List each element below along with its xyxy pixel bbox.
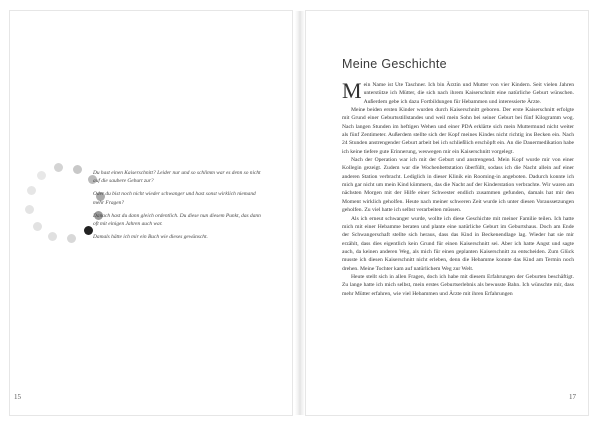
drop-cap: M	[342, 81, 362, 103]
chapter-title: Meine Geschichte	[342, 57, 447, 71]
quote-2: Oder du bist noch nicht wieder schwanger und hast sonst wirklich niemand mehr Fragen?	[93, 191, 256, 206]
ring-dot	[73, 165, 82, 174]
ring-dot	[48, 232, 57, 241]
paragraph-3: Nach der Operation war ich mit der Geburt und anstrengend. Mein Kopf wurde mir von einer Kollegin gezeigt. Zudem war die Wochenbettstation überfüllt, sodass ich die Nacht allein auf einer anderen Station verbracht. Lediglich in dieser Klinik ein Rooming-in angeboten. Dadurch konnte ich mich gar nicht um mein Kind kümmern, das die Nacht auf der Kinderstation verbrachte. Wir waren am nächsten Morgen mit der Hilfe einer Schwester endlich zusammen gefunden, damals hat mir den Moment wirklich geholfen. Heute nach meiner schweren Zeit wurde ich unter diesen Voraussetzungen geholfen. Zu viel hatte ich selbst verarbeiten müssen.	[342, 157, 574, 214]
ring-dot	[25, 205, 34, 214]
book-gutter	[295, 11, 305, 415]
paragraph-1-text: ein Name ist Ute Taschner. Ich bin Ärztin und Mutter von vier Kindern. Seit vielen Jahren unterstütze ich Mütter, die sich nach ihrem Kaiserschnitt eine natürliche Geburt wünschen. Außerdem gebe ich dazu Fortbildungen für Hebammen und interessierte Ärzte.	[363, 82, 574, 105]
paragraph-4: Als ich erneut schwanger wurde, wollte ich diese Geschichte mit meiner Familie teilen. Ich hatte mich mit einer Hebamme beraten und plante eine natürliche Geburt im Geburtshaus. Doch am Ende der Schwangerschaft stellte sich heraus, dass das Kind in Beckenendlage lag. Wieder hat sie mir erzählt, dass dies eigentlich kein Grund für einen Kaiserschnitt sei. Aber ich hatte Angst und sagte auch, da keinen anderen Weg, als mich für einen geplanten Kaiserschnitt zu entscheiden. Zum Glück musste ich diesen Kaiserschnitt nicht erleben, denn die Hebamme konnte das Kind am Termin noch drehen. Meine Tochter kam auf natürlichem Weg zur Welt.	[342, 215, 574, 272]
ring-dot	[27, 186, 36, 195]
ring-dot	[54, 163, 63, 172]
quote-1: Du hast einen Kaiserschnitt? Leider nur und so schlimm war es denn so nicht auf die saubere Geburt zur?	[93, 170, 261, 185]
paragraph-5: Heute stellt sich in allen Fragen, doch ich habe mit diesem Erfahrungen der Geburten beschäftigt. Zu lange hatte ich mich selbst, mein erstes Geburtserlebnis als bewusste Bahn. Ich wünschte mir, dass mehr Mütter erfahren, wie viel Hebammen und Ärzte mit ihren Erfahrungen	[342, 273, 574, 297]
paragraph-2: Meine beiden ersten Kinder wurden durch Kaiserschnitt geboren. Der erste Kaiserschnitt erfolgte mit Grund einer Geburtsstillstandes und weil mein Sohn bei seiner Geburt bei fünf Kilogramm wog. Nach langen Stunden im heftigen Wehen und einer PDA erklärte sich mein Muttermund nicht weiter als fünf Zentimeter. Außerdem stellte sich der Kopf meines Kindes nicht richtig ins Becken ein. Nach 24 Stunden anstrengender Geburt arbeit bei ich schließlich erschöpft ein. An die Dauermedikation habe ich keine tiefere gute Erinnerung, weswegen mir ein Kaiserschnitt vorgelegt.	[342, 107, 574, 155]
left-page	[10, 11, 292, 415]
page-number-right: 17	[569, 393, 576, 401]
quotes-block	[93, 169, 263, 246]
ring-dot	[33, 222, 42, 231]
right-page	[306, 11, 588, 415]
page-number-left: 15	[14, 393, 21, 401]
quote-3: Danach hast du dann gleich ordentlich. Du diese nun diesem Punkt, das dann oft mit einigen Jahren auch war.	[93, 212, 261, 228]
body-text	[342, 81, 574, 397]
ring-dot	[37, 171, 46, 180]
ring-dot	[84, 226, 93, 235]
paragraph-1	[342, 81, 574, 106]
quote-4: Damals hätte ich mir ein Buch wie dieses gewünscht.	[93, 234, 208, 241]
ring-dot	[67, 234, 76, 243]
